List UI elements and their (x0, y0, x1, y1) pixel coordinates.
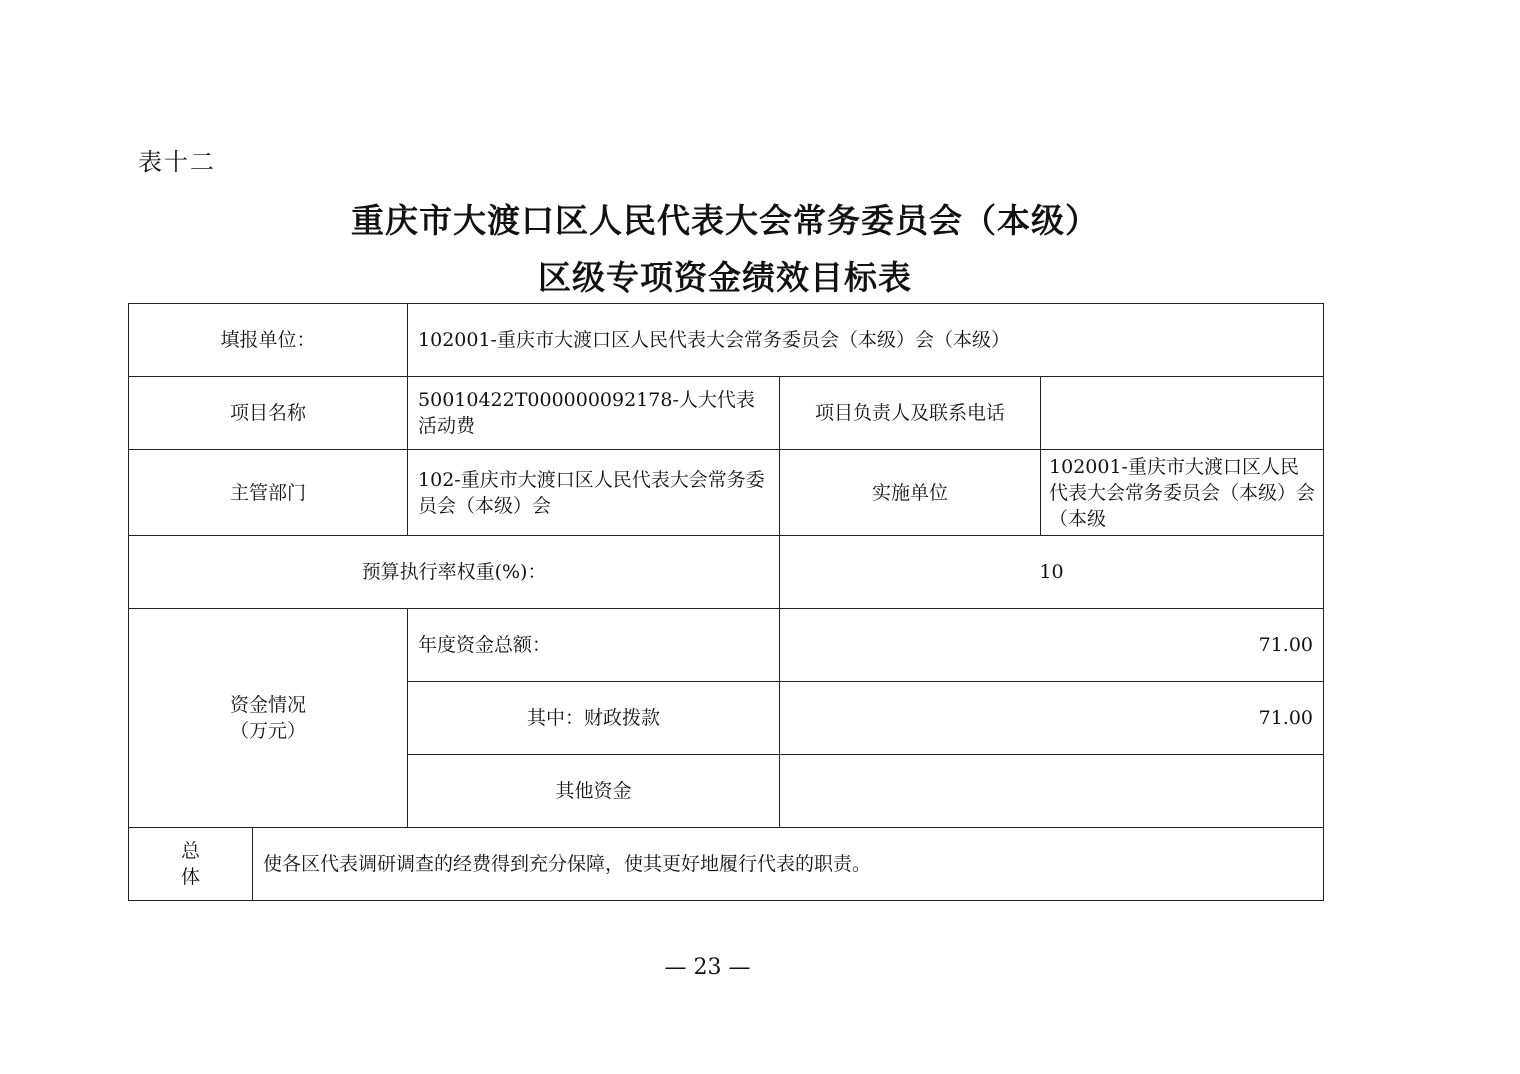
funds-label-line2: （万元） (230, 720, 307, 742)
manager-value (1041, 377, 1324, 450)
annual-total-label: 年度资金总额： (408, 609, 780, 682)
overall-label-char2: 体 (180, 866, 200, 888)
table-row (129, 450, 1324, 536)
table-label: 表十二 (138, 148, 216, 176)
impl-unit-value: 102001-重庆市大渡口区人民代表大会常务委员会（本级）会（本级 (1041, 450, 1324, 536)
funds-label-line1: 资金情况 (230, 694, 307, 716)
department-value: 102-重庆市大渡口区人民代表大会常务委员会（本级）会 (408, 450, 780, 536)
table-row (129, 828, 1324, 901)
project-name-value: 50010422T000000092178-人大代表活动费 (408, 377, 780, 450)
overall-label-char1: 总 (180, 840, 200, 862)
overall-target-value: 使各区代表调研调查的经费得到充分保障，使其更好地履行代表的职责。 (253, 828, 1324, 901)
overall-label (129, 828, 253, 901)
table-row (129, 304, 1324, 377)
fiscal-value: 71.00 (780, 682, 1324, 755)
performance-target-table (128, 303, 1324, 901)
project-name-label: 项目名称 (129, 377, 408, 450)
table-row (129, 536, 1324, 609)
table-row (129, 609, 1324, 682)
fiscal-label: 其中：财政拨款 (408, 682, 780, 755)
other-funds-value (780, 755, 1324, 828)
funds-label (129, 609, 408, 828)
page-title: 重庆市大渡口区人民代表大会常务委员会（本级） (351, 201, 1099, 240)
page-number: — 23 — (664, 955, 751, 980)
page-subtitle: 区级专项资金绩效目标表 (538, 258, 912, 297)
table-row (129, 377, 1324, 450)
impl-unit-label: 实施单位 (780, 450, 1041, 536)
budget-weight-value: 10 (780, 536, 1324, 609)
annual-total-value: 71.00 (780, 609, 1324, 682)
budget-weight-label: 预算执行率权重(%)： (129, 536, 780, 609)
department-label: 主管部门 (129, 450, 408, 536)
other-funds-label: 其他资金 (408, 755, 780, 828)
manager-label: 项目负责人及联系电话 (780, 377, 1041, 450)
unit-value: 102001-重庆市大渡口区人民代表大会常务委员会（本级）会（本级） (408, 304, 1324, 377)
unit-label: 填报单位： (129, 304, 408, 377)
